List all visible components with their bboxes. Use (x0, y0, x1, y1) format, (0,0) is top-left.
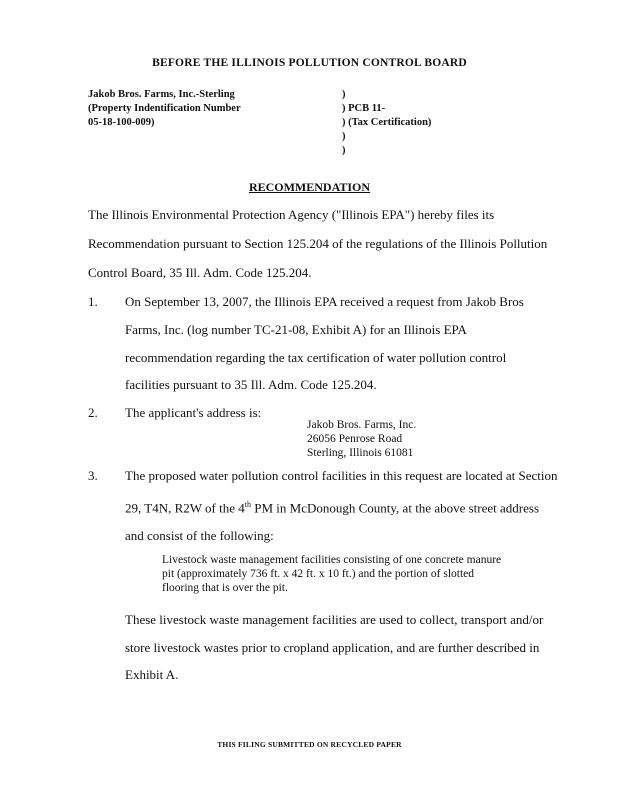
caption-right-line: ) (Tax Certification) (342, 117, 432, 128)
item-number: 1. (88, 294, 98, 309)
description-line: Livestock waste management facilities consisting of one concrete manure (162, 554, 502, 566)
description-line: flooring that is over the pit. (162, 582, 288, 594)
intro-line: The Illinois Environmental Protection Agency ("Illinois EPA") hereby files its (88, 207, 495, 222)
section-heading: RECOMMENDATION (248, 180, 371, 194)
item-number: 2. (88, 405, 98, 420)
caption-left-line: Jakob Bros. Farms, Inc.-Sterling (88, 89, 235, 100)
document-title: BEFORE THE ILLINOIS POLLUTION CONTROL BOARD (152, 57, 467, 69)
item-3-text: PM in McDonough County, at the above street address (251, 500, 539, 516)
item-1-line: facilities pursuant to 35 Ill. Adm. Code 125.204. (125, 377, 377, 392)
item-3-line: These livestock waste management facilities are used to collect, transport and/or (125, 612, 544, 627)
item-number: 3. (88, 468, 98, 483)
item-3-line (125, 500, 539, 516)
caption-petitioner-block (88, 88, 241, 130)
caption-case-block (342, 88, 431, 158)
item-2-text: The applicant's address is: (125, 405, 262, 420)
address-line: 26056 Penrose Road (307, 433, 403, 445)
description-line: pit (approximately 736 ft. x 42 ft. x 10 ft.) and the portion of slotted (162, 568, 475, 580)
item-3-line: and consist of the following: (125, 528, 274, 543)
item-3-line: The proposed water pollution control facilities in this request are located at Section (125, 468, 558, 483)
item-3-line: store livestock wastes prior to cropland application, and are further described in (125, 640, 540, 655)
address-line: Sterling, Illinois 61081 (307, 447, 414, 459)
item-1-line: On September 13, 2007, the Illinois EPA received a request from Jakob Bros (125, 294, 524, 309)
item-1-line: recommendation regarding the tax certification of water pollution control (125, 350, 507, 365)
item-3-text: 29, T4N, R2W of the 4 (125, 500, 245, 516)
facility-description (162, 553, 501, 595)
caption-left-line: 05-18-100-009) (88, 117, 155, 128)
ordinal-suffix: th (244, 500, 251, 509)
intro-line: Recommendation pursuant to Section 125.204 of the regulations of the Illinois Pollution (88, 236, 548, 251)
item-1-line: Farms, Inc. (log number TC-21-08, Exhibit A) for an Illinois EPA (125, 322, 467, 337)
caption-left-line: (Property Indentification Number (88, 103, 241, 114)
item-3-line: Exhibit A. (125, 667, 179, 682)
address-line: Jakob Bros. Farms, Inc. (307, 419, 417, 431)
caption-right-line: ) PCB 11- (342, 103, 386, 114)
page-footer: THIS FILING SUBMITTED ON RECYCLED PAPER (217, 740, 402, 749)
caption-right-line: ) (342, 89, 346, 100)
caption-right-line: ) (342, 131, 346, 142)
intro-line: Control Board, 35 Ill. Adm. Code 125.204. (88, 265, 312, 280)
applicant-address (307, 418, 416, 460)
caption-right-line: ) (342, 145, 346, 156)
